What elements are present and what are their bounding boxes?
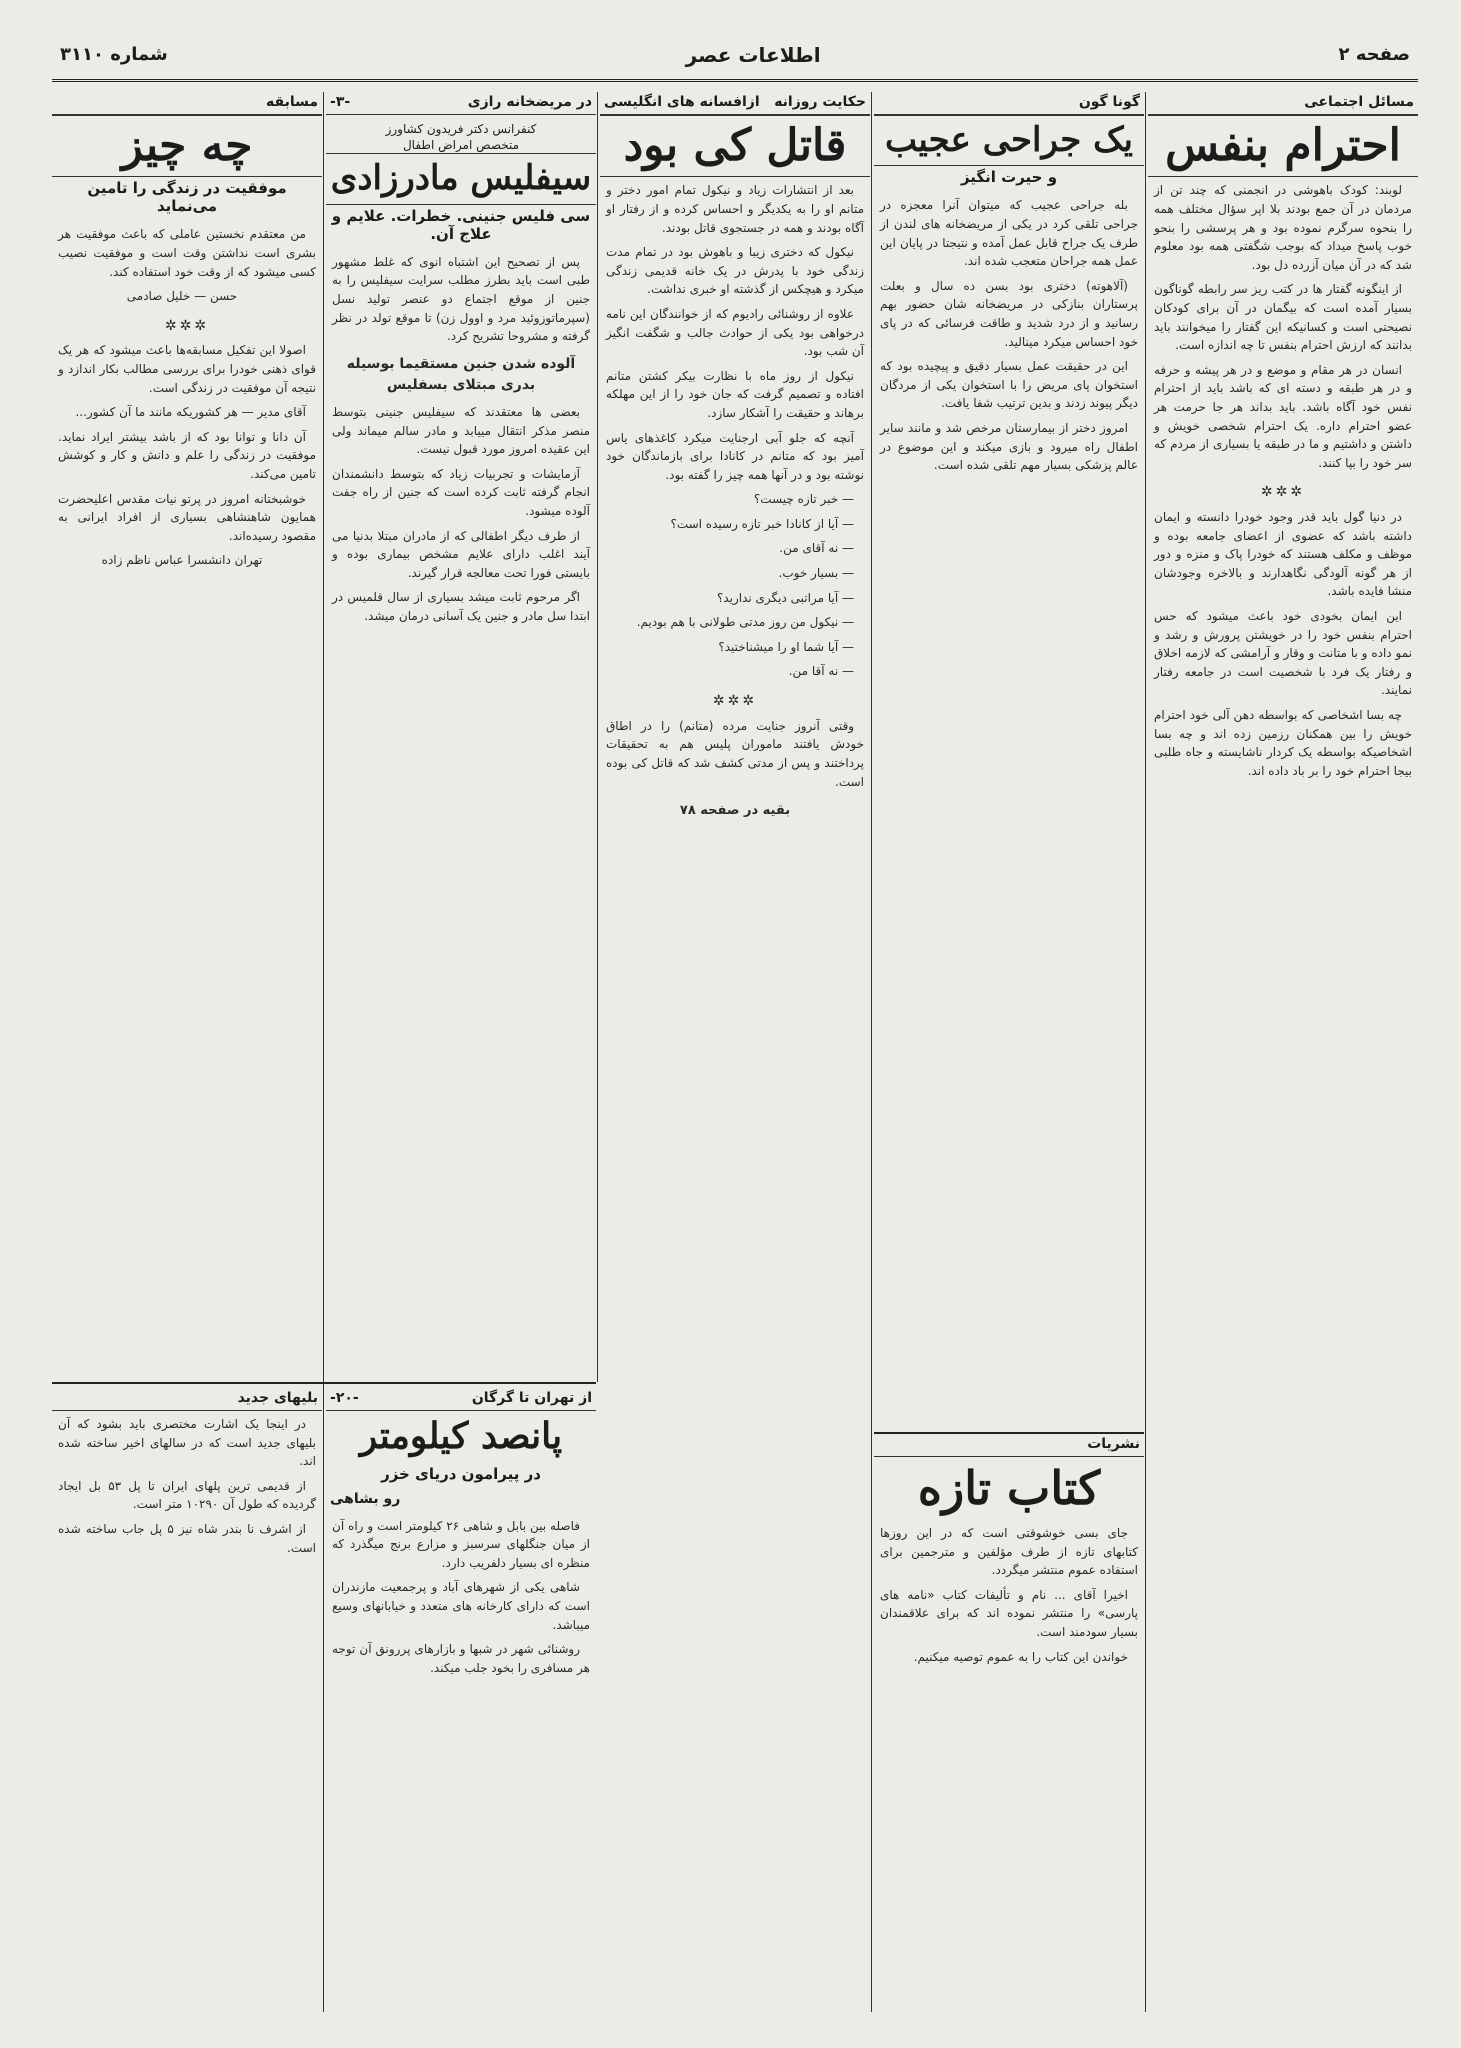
paragraph: آن دانا و توانا بود که از باشد بیشتر ایراد نماید. موفقیت در زندگی را علم و دانش و کار و کوشش تامین می‌کند.	[58, 429, 316, 482]
paragraph: در اینجا یک اشارت مختصری باید بشود که آن بلیهای جدید است که در سالهای اخیر ساخته شده اند.	[58, 1417, 316, 1469]
article-congenital-syphilis	[326, 92, 596, 1382]
dialogue-line: — آیا مراتبی دیگری ندارید؟	[716, 590, 854, 605]
section-label	[1148, 92, 1418, 115]
column-divider	[1145, 92, 1146, 2012]
paragraph: امروز دختر از بیمارستان مرخص شد و مانند سایر اطفال راه میرود و بازی میکند و این موضوع در عالم پزشکی بسیار مهم تلقی شده است.	[880, 420, 1138, 473]
subheadline: و حیرت انگیز	[960, 168, 1058, 187]
section-label	[52, 92, 322, 115]
section-title: از تهران تا گرگان	[471, 1390, 592, 1406]
paragraph: شاهی یکی از شهرهای آباد و پرجمعیت مازندران است که دارای کارخانه های متعدد و خیابانهای وسیع میباشد.	[332, 1580, 590, 1632]
paragraph: پس از تصحیح این اشتباه انوی که غلط مشهور طبی است باید بطرز مطلب سرایت سیفلیس را به جنین از موقع اجتماع دو عنصر تولید نسل (سپرماتوزوئید مرد و اوول زن) تا موقع تولد در نظر گرفته و مشروحا تشریح کرد.	[332, 254, 590, 344]
headline: قاتل کی بود	[600, 115, 870, 177]
story-who-was-killer	[600, 92, 870, 2012]
paragraph: روشنائی شهر در شبها و بازارهای پررونق آن توجه هر مسافری را بخود جلب میکند.	[332, 1642, 590, 1675]
newspaper-title: اطلاعات عصر	[685, 42, 821, 67]
dialogue-line: — آیا شما او را میشناختید؟	[718, 639, 854, 654]
section-label	[874, 1434, 1144, 1457]
article-competition	[52, 92, 322, 1382]
paragraph: بعضی ها معتقدند که سیفلیس جنینی بتوسط منصر مذکر انتقال مییابد و مادر سالم میماند ولی این عقیده امروز مورد قبول نیست.	[332, 405, 590, 457]
paragraph: وقتی آنروز جنایت مرده (متانم) را در اطاق خودش یافتند ماموران پلیس هم به تحقیقات پرداختند و پس از مدتی کشف شد که قاتل کی بوده است.	[606, 718, 864, 789]
column-divider	[597, 92, 598, 1382]
story-body	[600, 177, 870, 829]
paragraph: فاصله بین بابل و شاهی ۲۶ کیلومتر است و راه آن از میان جنگلهای سرسبز و مزارع برنج میگذرد که منظره ای بسیار دلفریب دارد.	[332, 1518, 590, 1570]
paragraph: لوبند: کودک باهوشی در انجمنی که چند تن از مردمان در آن جمع بودند بلا اپر سؤال مختلف همه را بنحوه سرگرم نموده بود و هر پرسشی را بنحو خوب پاسخ میداد که بوجب شگفتی همه بود معلوم شد که در آن میان آزرده دل بود.	[1154, 183, 1412, 272]
dialogue-line: — آیا از کانادا خبر تازه رسیده است؟	[670, 516, 854, 531]
separator-stars: ✲✲✲	[1260, 484, 1306, 501]
byline-title: متخصص امراض اطفال	[402, 138, 520, 153]
paragraph: از قدیمی ترین پلهای ایران تا پل ۵۳ بل ایجاد گردیده که طول آن ۱۰۲۹۰ متر است.	[58, 1478, 316, 1512]
dialogue	[606, 490, 864, 681]
subheadline: سی فلیس جنینی. خطرات. علایم و علاج آن.	[331, 206, 591, 243]
dialogue-line: — نه آقای من.	[779, 541, 854, 556]
article-surgery	[874, 92, 1144, 2012]
headline: چه چیز	[52, 115, 322, 177]
column-divider	[323, 92, 324, 2012]
paragraph: اگر مرحوم ثابت میشد بسیاری از سال قلمیس در ابتدا سل مادر و جنین یک آسانی درمان میشد.	[332, 590, 590, 624]
paragraph: اخیرا آقای ... نام و تألیفات کتاب «نامه های پارسی» را منتشر نموده اند که برای علاقمندان بسیار سودمند است.	[880, 1587, 1138, 1639]
separator-stars: ✲✲✲	[164, 317, 210, 334]
paragraph: آزمایشات و تجربیات زیاد که بتوسط دانشمندان انجام گرفته ثابت کرده است که جنین از راه جفت آلوده میشود.	[332, 466, 590, 519]
section-title: در مریضخانه رازی	[467, 94, 592, 110]
article-body	[326, 1513, 596, 1688]
separator-stars: ✲✲✲	[712, 693, 758, 710]
paragraph: این ایمان بخودی خود باعث میشود که حس احترام بنفس خود را در خویشتن پرورش و رشد و نمو داده و با متانت و وقار و آرامشی که لازمه اخلاق و رفتار یک فرد با شخصیت است در جامعه رفتار نمایند.	[1154, 608, 1412, 698]
headline: پانصد کیلومتر	[359, 1415, 563, 1457]
column-divider	[871, 92, 872, 2012]
part-number: -۳-	[330, 94, 351, 110]
subheading: رو بشاهی	[330, 1490, 401, 1507]
paragraph: نیکول از روز ماه با نظارت بیکر کشتن متانم افتاده و تصمیم گرفت که جان خود را از این مهلکه برهاند و حقیقت را آشکار سازد.	[606, 368, 864, 420]
paragraph: اصولا این تفکیل مسابقه‌ها باعث میشود که هر یک قوای ذهنی خودرا برای بررسی مطالب بکار اندازد و نتیجه آن موفقیت در زندگی است.	[58, 343, 316, 395]
byline: کنفرانس دکتر فریدون کشاورز	[385, 122, 537, 136]
section-label	[326, 92, 596, 115]
paragraph: علاوه از روشنائی رادیوم که از خوانندگان این نامه درخواهی بود یکی از حوادث جالب و شگفت انگیز آن شب بود.	[606, 306, 864, 359]
section-title: مسائل اجتماعی	[1304, 94, 1414, 110]
section-label	[600, 92, 870, 115]
headline: یک جراحی عجیب	[874, 115, 1144, 166]
section-label	[874, 92, 1144, 115]
subheadline: موفقیت در زندگی را تامین می‌نماید	[87, 179, 287, 216]
paragraph: از طرف دیگر اطفالی که از مادران مبتلا بدنیا می آیند اغلب دارای علایم مشخص بیماری بوده و بایستی فورا تحت معالجه قرار گیرند.	[332, 528, 590, 580]
article-500-km	[326, 1388, 596, 2012]
paragraph: نیکول که دختری زیبا و باهوش بود در تمام مدت زندگی خود با پدرش در یک خانه قدیمی زندگی میکرد و هیچکس از گذشته او خبری نداشت.	[606, 245, 864, 297]
signature: آقای مدیر — هر کشوریکه مانند ما آن کشور...	[75, 405, 306, 420]
article-new-bridges	[52, 1388, 322, 2012]
paragraph: از اینگونه گفتار ها در کتب ریز سر رابطه گوناگون بسیار آمده است که بیگمان در آن برای کودکان نصیحتی است و کسانیکه این گفتار را میخوانند باید بدانند که ارزش احترام بنفس تا چه اندازه است.	[1154, 282, 1412, 353]
paragraph: خواندن این کتاب را به عموم توصیه میکنیم.	[913, 1649, 1128, 1664]
part-number: -۲۰-	[330, 1390, 359, 1406]
books-headline: کتاب تازه	[917, 1461, 1101, 1516]
section-label	[326, 1388, 596, 1411]
article-body	[874, 192, 1144, 1432]
dialogue-line: — نه آقا من.	[788, 664, 854, 679]
paragraph: چه بسا اشخاصی که بواسطه دهن آلی خود احترام خویش را بین همکنان رزمین زده اند و چه بسا اشخاصیکه بواسطه یک کردار ناشایسته و جاه طلبی بیجا احترام خود را بر باد داده اند.	[1154, 707, 1412, 778]
article-body	[52, 1411, 322, 1567]
section-label	[52, 1388, 322, 1411]
article-body	[326, 249, 596, 636]
newspaper-page	[52, 30, 1418, 2020]
headline: احترام بنفس	[1148, 115, 1418, 177]
section-title: گونا گون	[1078, 94, 1140, 110]
section-title: حکایت روزانه	[774, 94, 866, 110]
paragraph: آنچه که جلو آبی ارجنایت میکرد کاغذهای یاس آمیز بود که متانم در کانادا برای بازماندگان خود نوشته بود و در آنها همه چیز را گفته بود.	[606, 430, 864, 482]
masthead	[52, 30, 1418, 82]
paragraph: انسان در هر مقام و موضع و در هر پیشه و حرفه و در هر طبقه و دسته ای که باشد باید از احترام نفس خود آگاه باشد. باید بداند هر جا حرمت هر عضو احترام داره. یک احترام شخصی خویش و داشتن و داشتیم و ما در طبقه یا بسیاری از مردم که سر خود را بپا کنند.	[1154, 362, 1412, 470]
dialogue-line: — نیکول من روز مدتی طولانی با هم بودیم.	[636, 615, 854, 630]
signature: حسن — خلیل صادمی	[126, 289, 238, 304]
headline: سیفلیس مادرزادی	[326, 153, 596, 204]
article-body	[1148, 177, 1418, 790]
paragraph: این در حقیقت عمل بسیار دقیق و پیچیده بود که استخوان پای مریض را با استخوان یکی از مردگان دیگر پیوند زدند و بدین ترتیب شفا یافت.	[880, 359, 1138, 411]
books-body	[874, 1520, 1144, 1676]
signature: تهران دانشسرا عباس ناظم زاده	[101, 553, 263, 568]
section-divider	[52, 1382, 596, 1384]
subheadline: در پیرامون دریای خزر	[381, 1464, 541, 1483]
paragraph: من معتقدم نخستین عاملی که باعث موفقیت هر بشری است نداشتن وقت است و موفقیت نصیب کسی میشود که از وقت خود استفاده کند.	[58, 227, 316, 279]
paragraph: از اشرف نا بندر شاه نیز ۵ پل جاب ساخته شده است.	[58, 1521, 316, 1555]
dialogue-line: — بسیار خوب.	[778, 566, 854, 581]
paragraph: بعد از انتشارات زیاد و نیکول تمام امور دختر و متانم او را به یکدیگر و احساس کرده و از رفتار او آگاه بودند و همه در جستجوی قاتل بودند.	[606, 183, 864, 235]
paragraph: (آلاهوته) دختری بود بسن ده سال و بعلت پرستاران بنازکی در مریضخانه شان حضور بهم رسانید و از درد شدید و طاقت فرسائی که در پای خود احساس میکرد مینالید.	[880, 278, 1138, 349]
section-title: مسابقه	[266, 94, 318, 110]
article-body	[52, 221, 322, 580]
paragraph: جای بسی خوشوقتی است که در این روزها کتابهای تازه از طرف مؤلفین و مترجمین برای استفاده عموم منتشر میگردد.	[880, 1525, 1138, 1578]
page-number: صفحه ۲	[1338, 44, 1410, 65]
section-title: بلیهای جدید	[237, 1390, 318, 1406]
article-self-respect	[1148, 92, 1418, 2012]
paragraph: خوشبختانه امروز در پرتو نیات مقدس اعلیحضرت همایون شاهنشاهی بسیاری از افراد ایرانی به مقصود رسیده‌اند.	[58, 491, 316, 543]
continued-note: بقیه در صفحه ۷۸	[679, 803, 791, 819]
issue-number: شماره ۳۱۱۰	[60, 44, 168, 65]
section-subtitle: ازافسانه های انگلیسی	[604, 94, 760, 110]
paragraph: بله جراحی عجیب که میتوان آنرا معجزه در جراحی تلقی کرد در یکی از مریضخانه های لندن از طرف یک جراح قابل عمل آمده و نتیجتا در پایان این عمل همه جراحان متعجب شده اند.	[880, 198, 1138, 269]
paragraph: در دنیا گول باید قدر وجود خودرا دانسته و ایمان داشته باشد که عضوی از اعضای جامعه بوده و موظف و مکلف هستند که خودرا پاک و منزه و دور از هر گونه آلودگی نگاهدارند و بالاخره وجودشان منشا فایده باشد.	[1154, 509, 1412, 599]
dialogue-line: — خبر تازه چیست؟	[753, 492, 854, 507]
subheading: آلوده شدن جنین مستقیما بوسیله بدری مبتلای بسفلیس	[346, 355, 576, 394]
section-title: نشریات	[1087, 1436, 1140, 1453]
